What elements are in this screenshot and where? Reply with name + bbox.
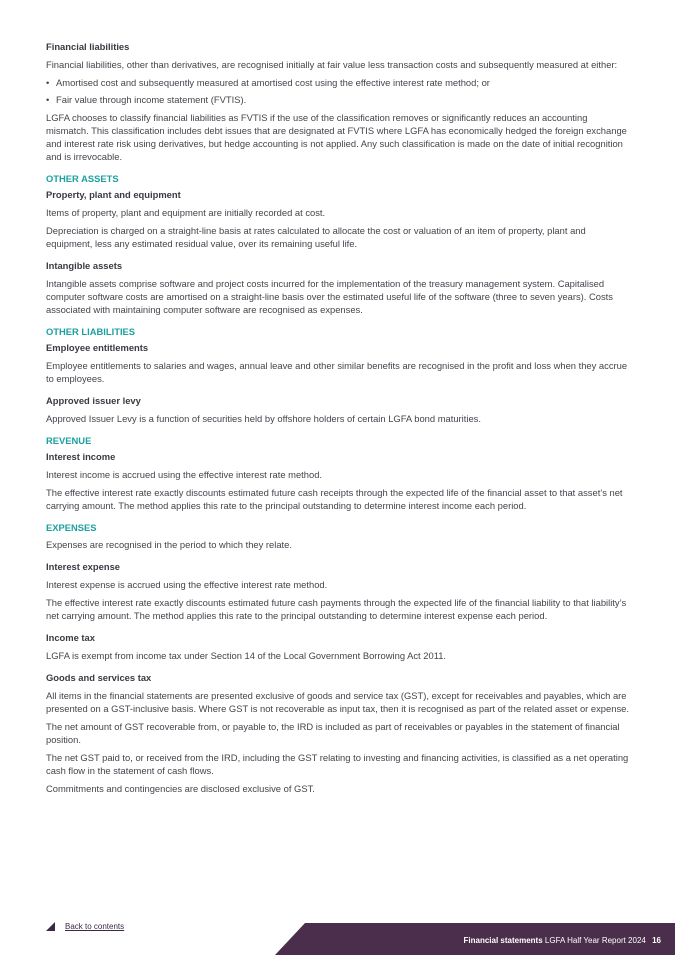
footer-report-name: LGFA Half Year Report 2024 (544, 936, 646, 945)
ppe-paragraph-1: Items of property, plant and equipment are initially recorded at cost. (46, 207, 326, 218)
employee-entitlements-paragraph: Employee entitlements to salaries and wages, annual leave and other similar benefits are recognised in the profit and loss when they accrue to employees. (46, 360, 628, 384)
financial-liabilities-intro: Financial liabilities, other than derivatives, are recognised initially at fair value less transaction costs and subsequently measured at either: (46, 59, 618, 70)
income-tax-paragraph: LGFA is exempt from income tax under Section 14 of the Local Government Borrowing Act 2011. (46, 650, 447, 661)
list-item: • Amortised cost and subsequently measured at amortised cost using the effective interest rate method; or (46, 76, 632, 89)
gst-paragraph-3: The net GST paid to, or received from the IRD, including the GST relating to investing and financing activities, is classified as a net operating cash flow in the statement of cash flows. (46, 752, 629, 776)
list-item: • Fair value through income statement (FVTIS). (46, 93, 632, 106)
financial-liabilities-heading: Financial liabilities (46, 41, 130, 52)
gst-heading: Goods and services tax (46, 672, 152, 683)
employee-entitlements-heading: Employee entitlements (46, 342, 149, 353)
page-number: 16 (652, 936, 661, 945)
back-to-contents[interactable] (46, 922, 124, 931)
interest-expense-heading: Interest expense (46, 561, 120, 572)
approved-issuer-levy-paragraph: Approved Issuer Levy is a function of securities held by offshore holders of certain LGFA bond maturities. (46, 413, 481, 424)
gst-paragraph-2: The net amount of GST recoverable from, or payable to, the IRD is included as part of receivables or payables in the statement of financial position. (46, 721, 620, 745)
ppe-heading: Property, plant and equipment (46, 189, 181, 200)
intangible-assets-heading: Intangible assets (46, 260, 123, 271)
other-assets-section-title: OTHER ASSETS (46, 173, 119, 184)
page-content (46, 41, 632, 800)
expenses-section-title: EXPENSES (46, 522, 97, 533)
gst-paragraph-1: All items in the financial statements are presented exclusive of goods and service tax (GST), except for receivables and payables, which are presented on a GST-inclusive basis. Where GST is not recoverable as input tax, then it is recognised as part of the related asset or expense. (46, 690, 629, 714)
intangible-assets-paragraph: Intangible assets comprise software and project costs incurred for the implementation of the treasury management system. Capitalised computer software costs are amortised on a straight-line basis over the estimated useful life of the software (three to seven years). Costs associated with maintaining computer software are recognised as expenses. (46, 278, 613, 315)
back-to-contents-link[interactable]: Back to contents (65, 922, 125, 931)
interest-income-paragraph-2: The effective interest rate exactly discounts estimated future cash receipts through the expected life of the financial asset to that asset’s net carrying amount. The method applies this rate to the principal outstanding to determine interest income each period. (46, 487, 623, 511)
interest-expense-paragraph-1: Interest expense is accrued using the effective interest rate method. (46, 579, 328, 590)
other-liabilities-section-title: OTHER LIABILITIES (46, 326, 136, 337)
triangle-icon (46, 922, 55, 931)
ppe-paragraph-2: Depreciation is charged on a straight-line basis at rates calculated to allocate the cost or valuation of an item of property, plant and equipment, less any estimated residual value, over its remaining useful life. (46, 225, 586, 249)
interest-income-paragraph-1: Interest income is accrued using the effective interest rate method. (46, 469, 323, 480)
gst-paragraph-4: Commitments and contingencies are disclosed exclusive of GST. (46, 783, 315, 794)
interest-expense-paragraph-2: The effective interest rate exactly discounts estimated future cash payments through the expected life of the financial liability to that liability’s net carrying amount. The method applies this rate to the principal outstanding to determine interest expense each period. (46, 597, 627, 621)
financial-liabilities-body: LGFA chooses to classify financial liabilities as FVTIS if the use of the classification removes or significantly reduces an accounting mismatch. This classification includes debt issues that are designated at FVTIS where LGFA has economically hedged the foreign exchange and interest rate risk using derivatives, but hedge accounting is not applied. Any such classification is made on the date of initial recognition and is irrevocable. (46, 112, 627, 162)
income-tax-heading: Income tax (46, 632, 95, 643)
financial-liabilities-list (46, 76, 632, 106)
expenses-intro: Expenses are recognised in the period to which they relate. (46, 539, 292, 550)
revenue-section-title: REVENUE (46, 435, 92, 446)
interest-income-heading: Interest income (46, 451, 116, 462)
footer-section-name: Financial statements (463, 936, 543, 945)
footer-label (464, 936, 661, 945)
approved-issuer-levy-heading: Approved issuer levy (46, 395, 141, 406)
